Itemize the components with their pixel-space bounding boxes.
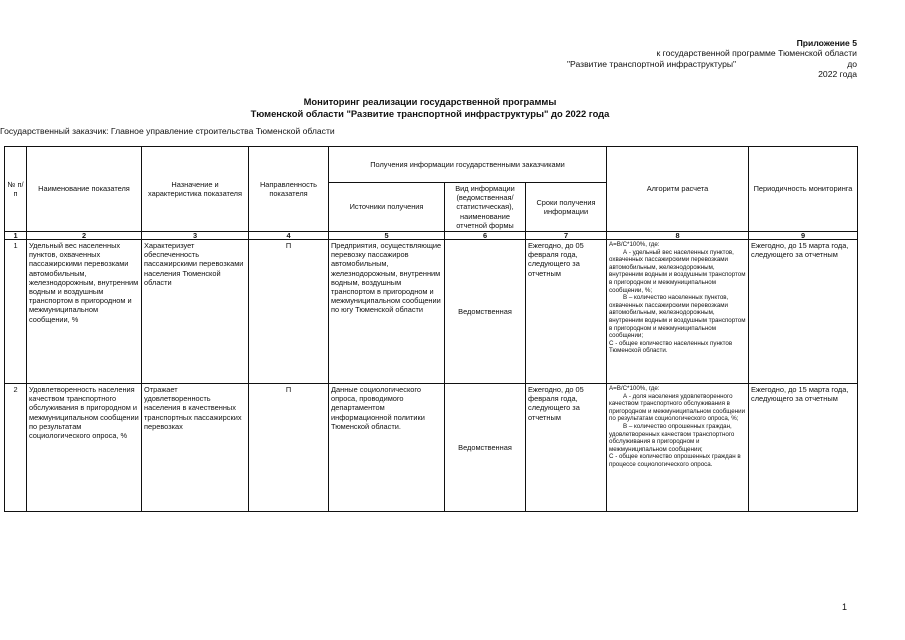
row-number: 1 [5,240,27,384]
col-number: 9 [749,232,858,240]
table-row [5,384,858,512]
indicator-direction: П [249,384,329,512]
row-number: 2 [5,384,27,512]
calculation-algorithm [607,384,749,512]
info-sources: Предприятия, осуществляющие перевозку пассажиров автомобильным, железнодорожным, внутренним водным, воздушным транспортом в пригородном и межмуниципальном сообщении по югу Тюменской области [329,240,445,384]
annex-block [527,38,857,79]
info-deadline: Ежегодно, до 05 февраля года, следующего за отчетным [526,384,607,512]
col-number: 5 [329,232,445,240]
col-number: 7 [526,232,607,240]
annex-line3 [527,59,857,69]
table-row [5,240,858,384]
header-purpose: Назначение и характеристика показателя [142,147,249,232]
page-number: 1 [841,602,847,612]
calculation-algorithm [607,240,749,384]
header-info-group: Получения информации государственными заказчиками [329,147,607,183]
indicator-purpose: Отражает удовлетворенность населения в качественных транспортных пассажирских перевозках [142,384,249,512]
info-type: Ведомственная [445,384,526,512]
title-line2: Тюменской области "Развитие транспортной инфраструктуры" до 2022 года [250,107,610,119]
document-title [180,96,680,119]
info-deadline: Ежегодно, до 05 февраля года, следующего за отчетным [526,240,607,384]
header-direction: Направленность показателя [249,147,329,232]
algo-a: А - удельный вес населенных пунктов, охваченных пассажирскими перевозками автомобильным, железнодорожным, внутренним водным и воздушным транспортом в пригородном и межмуниципальном сообщении, %; [609,248,746,294]
monitoring-periodicity: Ежегодно, до 15 марта года, следующего за отчетным [749,384,858,512]
col-number: 8 [607,232,749,240]
annex-line2: к государственной программе Тюменской области [656,48,857,59]
col-number: 6 [445,232,526,240]
header-algorithm: Алгоритм расчета [607,147,749,232]
info-type: Ведомственная [445,240,526,384]
header-name: Наименование показателя [27,147,142,232]
indicator-direction: П [249,240,329,384]
algo-b: В – количество опрошенных граждан, удовлетворенных качеством транспортного обслуживания в пригородном и межмуниципальном сообщении; [609,422,735,453]
state-customer: Государственный заказчик: Главное управление строительства Тюменской области [0,126,335,136]
annex-line3-until: до [847,58,857,69]
algo-c: С - общее количество населенных пунктов Тюменской области. [609,339,733,355]
indicator-name: Удовлетворенность населения качеством транспортного обслуживания в пригородном и межмуниципальном сообщении по результатам социологического опроса, % [27,384,142,512]
algo-formula: А=В/С*100%, где: [609,385,660,393]
algo-a: А - доля населения удовлетворенного качеством транспортного обслуживания в пригородном и межмуниципальном сообщении по результатам социологического опроса, %; [609,392,746,423]
algo-formula: А=В/С*100%, где: [609,241,660,249]
algo-b: В – количество населенных пунктов, охваченных пассажирскими перевозками автомобильным, железнодорожным, внутренним водным и воздушным транспортом в пригородном и межмуниципальном сообщении; [609,294,746,340]
col-number: 4 [249,232,329,240]
col-number: 2 [27,232,142,240]
column-number-row [5,232,858,240]
indicator-purpose: Характеризует обеспеченность пассажирскими перевозками населения Тюменской области [142,240,249,384]
header-periodicity: Периодичность мониторинга [749,147,858,232]
annex-title: Приложение 5 [796,38,857,48]
info-sources: Данные социологического опроса, проводимого департаментом информационной политики Тюменской области. [329,384,445,512]
annex-line3-program: "Развитие транспортной инфраструктуры" [567,58,737,69]
header-info-type: Вид информации (ведомственная/ статистическая), наименование отчетной формы [445,183,526,232]
algo-c: С - общее количество опрошенных граждан в процессе социологического опроса. [609,453,741,468]
indicator-name: Удельный вес населенных пунктов, охваченных пассажирскими перевозками автомобильным, железнодорожным, внутренним водным и воздушным транспортом в пригородном и межмуниципальном сообщении, % [27,240,142,384]
header-num: № п/п [5,147,27,232]
header-deadline: Сроки получения информации [526,183,607,232]
col-number: 3 [142,232,249,240]
col-number: 1 [5,232,27,240]
annex-line4: 2022 года [818,68,857,79]
title-line1: Мониторинг реализации государственной программы [303,96,557,107]
monitoring-table [4,146,858,512]
header-sources: Источники получения [329,183,445,232]
monitoring-periodicity: Ежегодно, до 15 марта года, следующего за отчетным [749,240,858,384]
